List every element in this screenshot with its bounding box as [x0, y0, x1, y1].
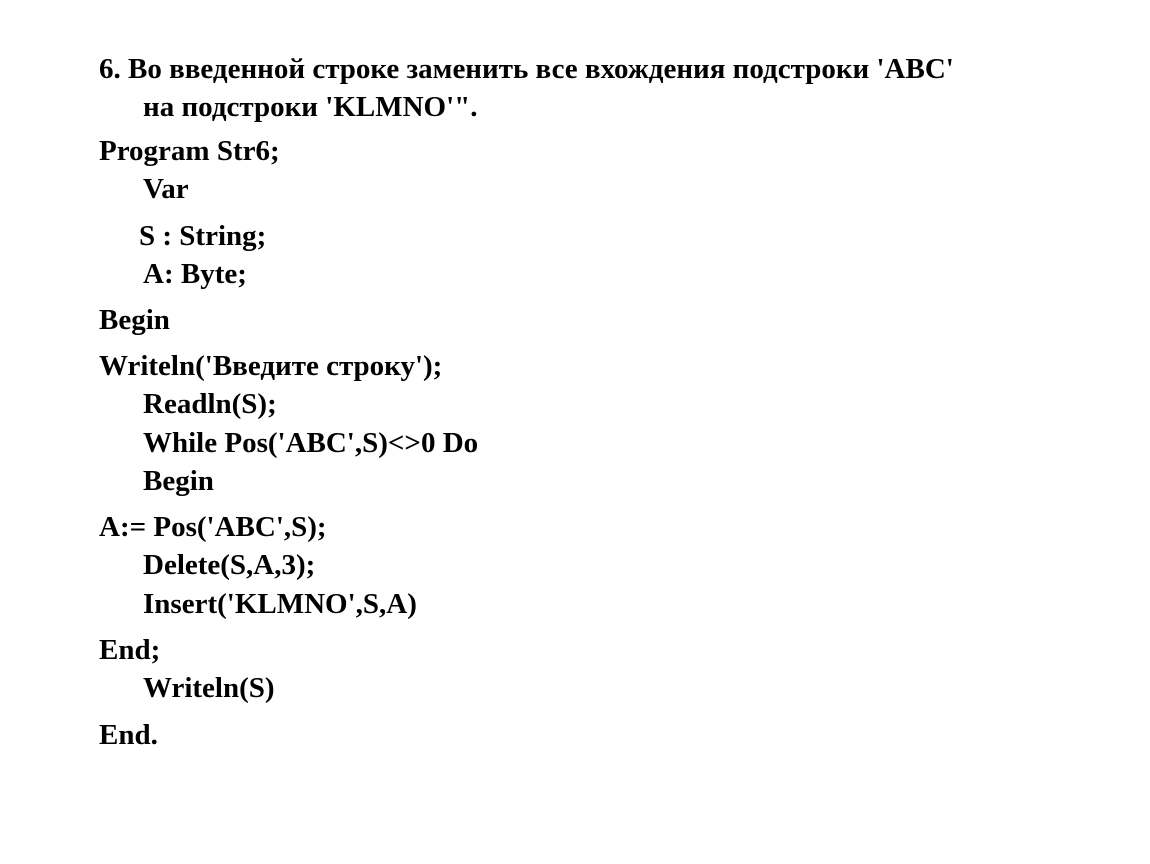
code-line-insert: Insert('KLMNO',S,A) [143, 588, 417, 620]
code-line-program: Program Str6; [99, 135, 280, 167]
code-line-delete: Delete(S,A,3); [143, 549, 316, 581]
code-line-readln: Readln(S); [143, 388, 277, 420]
task-line-1: 6. Во введенной строке заменить все вхождения подстроки 'ABC' [99, 53, 954, 85]
code-line-inner-begin: Begin [143, 465, 214, 497]
code-line-a-byte: A: Byte; [143, 258, 247, 290]
task-line-2: на подстроки 'KLMNO'". [143, 91, 478, 123]
code-line-assign-pos: A:= Pos('ABC',S); [99, 511, 327, 543]
code-line-while: While Pos('ABC',S)<>0 Do [143, 427, 479, 459]
code-line-inner-end: End; [99, 634, 161, 666]
code-line-begin: Begin [99, 304, 170, 336]
code-line-end: End. [99, 719, 158, 751]
code-line-writeln-prompt: Writeln('Введите строку'); [99, 350, 443, 382]
code-line-s-string: S : String; [139, 220, 267, 252]
code-line-var: Var [143, 173, 189, 205]
code-line-writeln-result: Writeln(S) [143, 672, 275, 704]
